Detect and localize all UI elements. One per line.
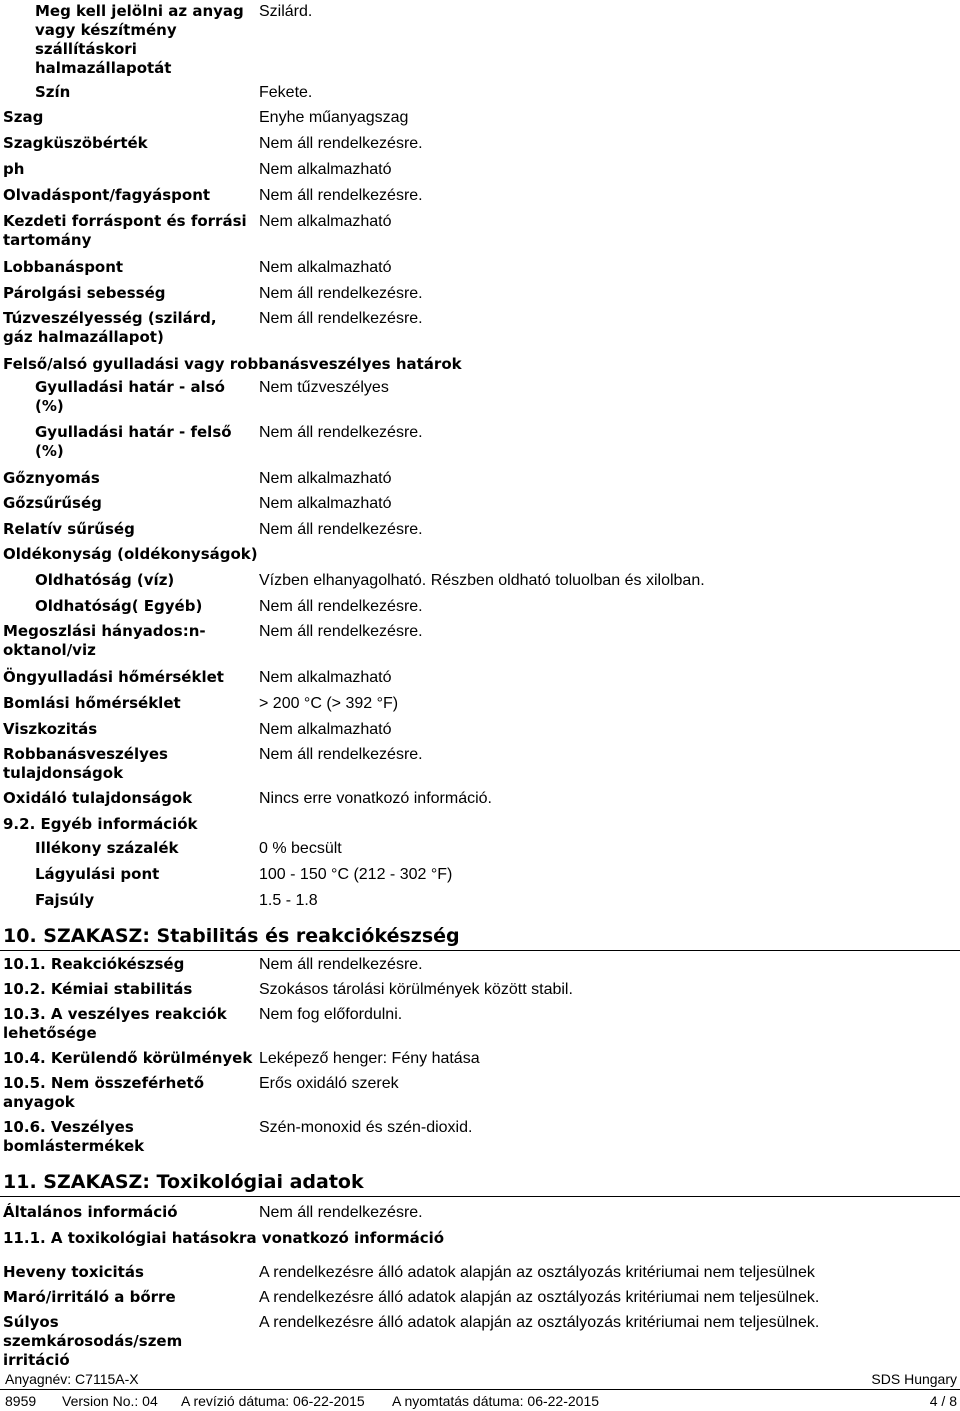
row-value: Nem alkalmazható (259, 213, 392, 230)
footer-revision-date: A revízió dátuma: 06-22-2015 (181, 1393, 365, 1409)
row-label: Súlyos szemkárosodás/szem irritáció (3, 1313, 183, 1369)
footer-page-number: 4 / 8 (929, 1393, 957, 1409)
row-label: Heveny toxicitás (3, 1263, 144, 1281)
footer-print-date: A nyomtatás dátuma: 06-22-2015 (392, 1393, 600, 1409)
row-value: Nem áll rendelkezésre. (259, 135, 423, 152)
row-value: Erős oxidáló szerek (259, 1075, 399, 1092)
row-value: Nem fog előfordulni. (259, 1006, 403, 1023)
row-value: > 200 °C (> 392 °F) (259, 695, 399, 712)
row-value: Nem alkalmazható (259, 721, 392, 738)
footer-divider (0, 1389, 960, 1390)
row-label: Lágyulási pont (35, 865, 160, 883)
row-value: Nem alkalmazható (259, 669, 392, 686)
row-label: Lobbanáspont (3, 258, 124, 276)
row-label: 10.6. Veszélyes bomlástermékek (3, 1118, 145, 1155)
row-label: Gyulladási határ - felső (%) (35, 423, 232, 460)
row-value: 0 % becsült (259, 840, 342, 857)
row-label: Gőzsűrűség (3, 494, 102, 512)
row-value: Nem áll rendelkezésre. (259, 746, 423, 763)
row-label: Párolgási sebesség (3, 284, 166, 302)
row-label: Illékony százalék (35, 839, 179, 857)
row-value: Nem tűzveszélyes (259, 379, 389, 396)
footer-version: Version No.: 04 (62, 1393, 158, 1409)
row-value: Enyhe műanyagszag (259, 109, 409, 126)
row-value: Nem áll rendelkezésre. (259, 521, 423, 538)
solubility-heading: Oldékonyság (oldékonyságok) (3, 545, 258, 563)
row-label: Robbanásveszélyes tulajdonságok (3, 745, 168, 782)
row-label: ph (3, 160, 25, 178)
row-value: Vízben elhanyagolható. Részben oldható toluolban és xilolban. (259, 572, 705, 589)
row-label: Túzveszélyesség (szilárd, gáz halmazállapot) (3, 309, 217, 346)
row-value: Fekete. (259, 84, 313, 101)
row-value: Nem alkalmazható (259, 470, 392, 487)
row-label: 10.1. Reakciókészség (3, 955, 185, 973)
row-label: Meg kell jelölni az anyag vagy készítmény szállításkori halmazállapotát (35, 2, 244, 77)
row-label: Olvadáspont/fagyáspont (3, 186, 211, 204)
row-value: Nem áll rendelkezésre. (259, 956, 423, 973)
row-label: Fajsúly (35, 891, 95, 909)
row-value: Nem áll rendelkezésre. (259, 623, 423, 640)
row-value: Szilárd. (259, 3, 313, 20)
row-label: Bomlási hőmérséklet (3, 694, 181, 712)
row-value: Nem alkalmazható (259, 495, 392, 512)
row-value: Leképező henger: Fény hatása (259, 1050, 480, 1067)
row-label: 10.5. Nem összeférhető anyagok (3, 1074, 204, 1111)
row-value: 1.5 - 1.8 (259, 892, 318, 909)
row-label: Szag (3, 108, 44, 126)
row-label: 10.2. Kémiai stabilitás (3, 980, 193, 998)
footer-doc-number: 8959 (5, 1393, 37, 1409)
row-label: Szagküszöbérték (3, 134, 148, 152)
flammability-limits-heading: Felső/alsó gyulladási vagy robbanásveszélyes határok (3, 355, 462, 373)
row-value: A rendelkezésre álló adatok alapján az osztályozás kritériumai nem teljesülnek (259, 1264, 815, 1281)
row-label: Relatív sűrűség (3, 520, 135, 538)
row-label: 10.3. A veszélyes reakciók lehetősége (3, 1005, 227, 1042)
row-label: Kezdeti forráspont és forrási tartomány (3, 212, 247, 249)
row-label: Maró/irritáló a bőrre (3, 1288, 176, 1306)
row-value: Nem alkalmazható (259, 259, 392, 276)
row-label: Oldhatóság( Egyéb) (35, 597, 203, 615)
row-label: Viszkozitás (3, 720, 98, 738)
row-value: Nem áll rendelkezésre. (259, 424, 423, 441)
row-label: Általános információ (3, 1203, 178, 1221)
section-divider (0, 1196, 960, 1197)
row-value: Nem alkalmazható (259, 161, 392, 178)
row-label: Szín (35, 83, 71, 101)
row-value: Nem áll rendelkezésre. (259, 598, 423, 615)
tox-info-heading: 11.1. A toxikológiai hatásokra vonatkozó információ (3, 1229, 445, 1247)
other-info-heading: 9.2. Egyéb információk (3, 815, 198, 833)
row-value: 100 - 150 °C (212 - 302 °F) (259, 866, 453, 883)
section-10-title: 10. SZAKASZ: Stabilitás és reakciókészség (3, 925, 460, 947)
row-label: Gyulladási határ - alsó (%) (35, 378, 225, 415)
row-label: Oxidáló tulajdonságok (3, 789, 193, 807)
row-label: Oldhatóság (víz) (35, 571, 175, 589)
row-value: Nincs erre vonatkozó információ. (259, 790, 492, 807)
row-value: Nem áll rendelkezésre. (259, 187, 423, 204)
row-label: Gőznyomás (3, 469, 100, 487)
row-value: Szokásos tárolási körülmények között stabil. (259, 981, 573, 998)
row-value: Nem áll rendelkezésre. (259, 285, 423, 302)
row-value: Szén-monoxid és szén-dioxid. (259, 1119, 473, 1136)
section-11-title: 11. SZAKASZ: Toxikológiai adatok (3, 1171, 364, 1193)
row-value: A rendelkezésre álló adatok alapján az osztályozás kritériumai nem teljesülnek. (259, 1289, 820, 1306)
footer-product-name: Anyagnév: C7115A-X (5, 1371, 139, 1387)
row-label: 10.4. Kerülendő körülmények (3, 1049, 253, 1067)
row-label: Megoszlási hányados:n-oktanol/viz (3, 622, 206, 659)
row-value: Nem áll rendelkezésre. (259, 1204, 423, 1221)
footer-region: SDS Hungary (871, 1371, 957, 1387)
row-label: Öngyulladási hőmérséklet (3, 668, 224, 686)
row-value: Nem áll rendelkezésre. (259, 310, 423, 327)
section-divider (0, 950, 960, 951)
row-value: A rendelkezésre álló adatok alapján az osztályozás kritériumai nem teljesülnek. (259, 1314, 820, 1331)
